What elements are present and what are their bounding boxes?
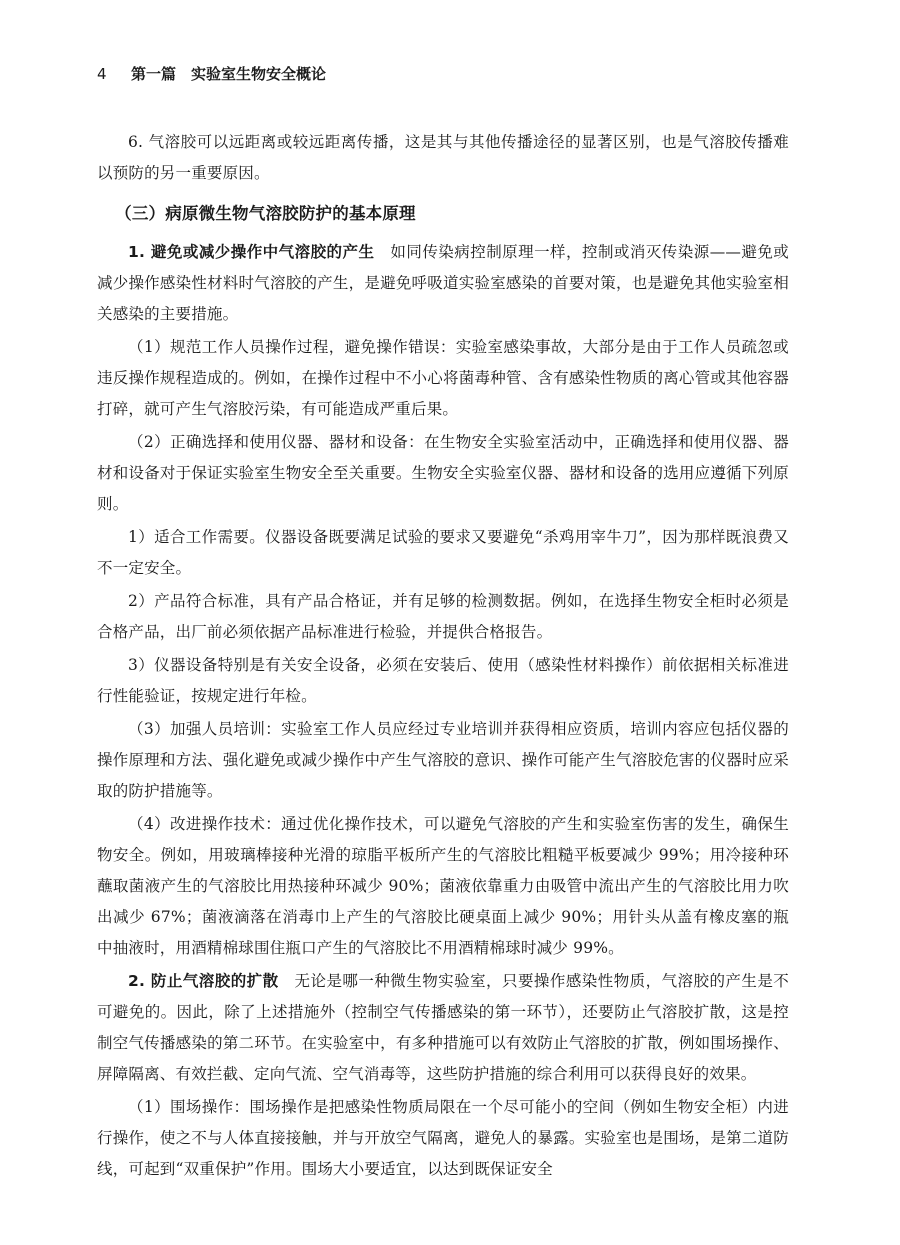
paragraph: （1）围场操作：围场操作是把感染性物质局限在一个尽可能小的空间（例如生物安全柜）内进行操作，使之不与人体直接接触，并与开放空气隔离，避免人的暴露。实验室也是围场，是第二道防线，可起到“双重保护”作用。围场大小要适宜，以达到既保证安全 [97, 1098, 789, 1178]
paragraph: （4）改进操作技术：通过优化操作技术，可以避免气溶胶的产生和实验室伤害的发生，确保生物安全。例如，用玻璃棒接种光滑的琼脂平板所产生的气溶胶比粗糙平板要减少 99%；用冷接种环蘸取菌液产生的气溶胶比用热接种环减少 90%；菌液依靠重力由吸管中流出产生的气溶胶比用力吹出减少 67%；菌液滴落在消毒巾上产生的气溶胶比硬桌面上减少 90%；用针头从盖有橡皮塞的瓶中抽液时，用酒精棉球围住瓶口产生的气溶胶比不用酒精棉球时减少 99%。 [97, 815, 789, 957]
subsection-lead: 1. 避免或减少操作中气溶胶的产生 [128, 243, 375, 261]
paragraph [97, 966, 789, 1090]
paragraph: 2）产品符合标准，具有产品合格证，并有足够的检测数据。例如，在选择生物安全柜时必须是合格产品，出厂前必须依据产品标准进行检验，并提供合格报告。 [97, 592, 789, 641]
chapter-title: 第一篇 实验室生物安全概论 [131, 65, 327, 83]
paragraph-text: 如同传染病控制原理一样，控制或消灭传染源——避免或减少操作感染性材料时气溶胶的产生，是避免呼吸道实验室感染的首要对策，也是避免其他实验室相关感染的主要措施。 [97, 243, 789, 323]
paragraph: 1）适合工作需要。仪器设备既要满足试验的要求又要避免“杀鸡用宰牛刀”，因为那样既浪费又不一定安全。 [97, 528, 789, 577]
section-heading: （三）病原微生物气溶胶防护的基本原理 [115, 204, 416, 223]
body-text [97, 127, 789, 1187]
paragraph-text: 无论是哪一种微生物实验室，只要操作感染性物质，气溶胶的产生是不可避免的。因此，除了上述措施外（控制空气传播感染的第一环节），还要防止气溶胶扩散，这是控制空气传播感染的第二环节。在实验室中，有多种措施可以有效防止气溶胶的扩散，例如围场操作、屏障隔离、有效拦截、定向气流、空气消毒等，这些防护措施的综合利用可以获得良好的效果。 [97, 972, 789, 1083]
running-head [97, 64, 797, 84]
paragraph: 6. 气溶胶可以远距离或较远距离传播，这是其与其他传播途径的显著区别，也是气溶胶传播难以预防的另一重要原因。 [97, 133, 789, 182]
page-number: 4 [97, 65, 107, 83]
paragraph: （2）正确选择和使用仪器、器材和设备：在生物安全实验室活动中，正确选择和使用仪器、器材和设备对于保证实验室生物安全至关重要。生物安全实验室仪器、器材和设备的选用应遵循下列原则。 [97, 433, 789, 513]
paragraph [97, 237, 789, 330]
paragraph: （1）规范工作人员操作过程，避免操作错误：实验室感染事故，大部分是由于工作人员疏忽或违反操作规程造成的。例如，在操作过程中不小心将菌毒种管、含有感染性物质的离心管或其他容器打碎，就可产生气溶胶污染，有可能造成严重后果。 [97, 338, 789, 418]
subsection-lead: 2. 防止气溶胶的扩散 [128, 972, 279, 990]
paragraph: 3）仪器设备特别是有关安全设备，必须在安装后、使用（感染性材料操作）前依据相关标准进行性能验证，按规定进行年检。 [97, 656, 789, 705]
paragraph: （3）加强人员培训：实验室工作人员应经过专业培训并获得相应资质，培训内容应包括仪器的操作原理和方法、强化避免或减少操作中产生气溶胶的意识、操作可能产生气溶胶危害的仪器时应采取的防护措施等。 [97, 720, 789, 800]
